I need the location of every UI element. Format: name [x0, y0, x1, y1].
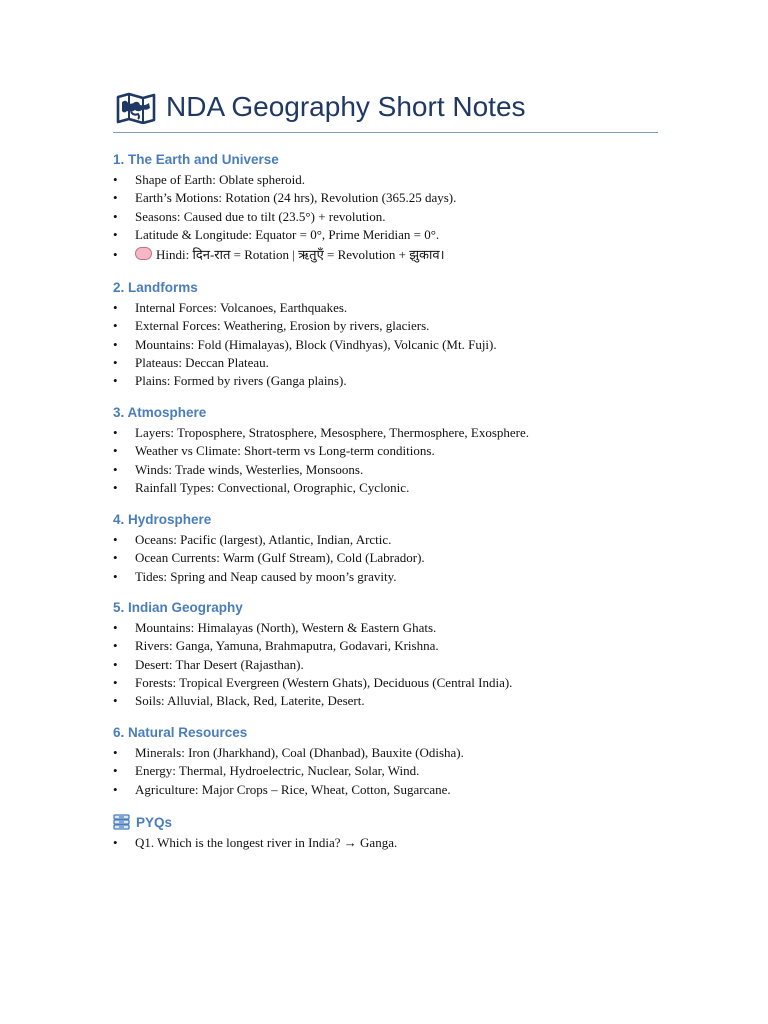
section-heading-atmosphere: 3. Atmosphere — [113, 405, 207, 420]
map-icon — [116, 92, 156, 124]
section-list-natural-resources — [113, 744, 464, 799]
card-file-box-icon — [113, 814, 130, 830]
list-item: • Latitude & Longitude: Equator = 0°, Prime Meridian = 0°. — [113, 226, 440, 242]
section-heading-indian-geography: 5. Indian Geography — [113, 600, 243, 615]
section-heading-pyqs — [113, 814, 172, 832]
list-item: • Plains: Formed by rivers (Ganga plains). — [113, 373, 347, 389]
section-list-hydrosphere — [113, 531, 425, 586]
list-item: • Internal Forces: Volcanoes, Earthquakes. — [113, 300, 348, 315]
list-item: • Plateaus: Deccan Plateau. — [113, 354, 269, 370]
list-item: • Weather vs Climate: Short-term vs Long-term conditions. — [113, 443, 435, 459]
section-list-atmosphere — [113, 424, 529, 497]
page-title: NDA Geography Short Notes — [166, 91, 526, 122]
section-list-indian-geography — [113, 619, 512, 710]
section-list-earth-universe — [113, 171, 456, 264]
section-heading-earth-universe: 1. The Earth and Universe — [113, 152, 279, 167]
list-item: • Energy: Thermal, Hydroelectric, Nuclear, Solar, Wind. — [113, 763, 420, 779]
list-item: • Mountains: Fold (Himalayas), Block (Vindhyas), Volcanic (Mt. Fuji). — [113, 336, 497, 352]
list-item: • Oceans: Pacific (largest), Atlantic, Indian, Arctic. — [113, 532, 392, 547]
section-heading-pyqs-label: PYQs — [136, 815, 173, 830]
list-item: • Winds: Trade winds, Westerlies, Monsoons. — [113, 461, 364, 477]
list-item: • Seasons: Caused due to tilt (23.5°) + revolution. — [113, 208, 386, 224]
list-item: • Ocean Currents: Warm (Gulf Stream), Cold (Labrador). — [113, 550, 425, 566]
list-item: • Minerals: Iron (Jharkhand), Coal (Dhanbad), Bauxite (Odisha). — [113, 745, 464, 760]
list-item: • Rainfall Types: Convectional, Orographic, Cyclonic. — [113, 479, 410, 495]
section-heading-natural-resources: 6. Natural Resources — [113, 725, 248, 740]
list-item: • Layers: Troposphere, Stratosphere, Mesosphere, Thermosphere, Exosphere. — [113, 425, 529, 440]
list-item: • Desert: Thar Desert (Rajasthan). — [113, 656, 304, 672]
list-item: • Tides: Spring and Neap caused by moon’s gravity. — [113, 568, 397, 584]
section-list-landforms — [113, 299, 497, 390]
title-row — [113, 88, 658, 133]
section-list-pyqs — [113, 834, 397, 852]
brain-icon — [135, 247, 152, 260]
list-item: • Hindi: दिन-रात = Rotation | ऋतुएँ = Revolution + झुकाव। — [113, 247, 445, 263]
list-item: • External Forces: Weathering, Erosion by rivers, glaciers. — [113, 318, 430, 334]
list-item: • Earth’s Motions: Rotation (24 hrs), Revolution (365.25 days). — [113, 190, 457, 206]
list-item: • Rivers: Ganga, Yamuna, Brahmaputra, Godavari, Krishna. — [113, 638, 439, 654]
list-item: • Q1. Which is the longest river in India? → Ganga. — [113, 835, 398, 850]
list-item: • Forests: Tropical Evergreen (Western Ghats), Deciduous (Central India). — [113, 674, 513, 690]
list-item: • Shape of Earth: Oblate spheroid. — [113, 172, 306, 187]
list-item: • Agriculture: Major Crops – Rice, Wheat, Cotton, Sugarcane. — [113, 781, 451, 797]
list-item: • Mountains: Himalayas (North), Western & Eastern Ghats. — [113, 620, 437, 635]
section-heading-hydrosphere: 4. Hydrosphere — [113, 512, 212, 527]
section-heading-landforms: 2. Landforms — [113, 280, 198, 295]
list-item: • Soils: Alluvial, Black, Red, Laterite, Desert. — [113, 693, 365, 709]
